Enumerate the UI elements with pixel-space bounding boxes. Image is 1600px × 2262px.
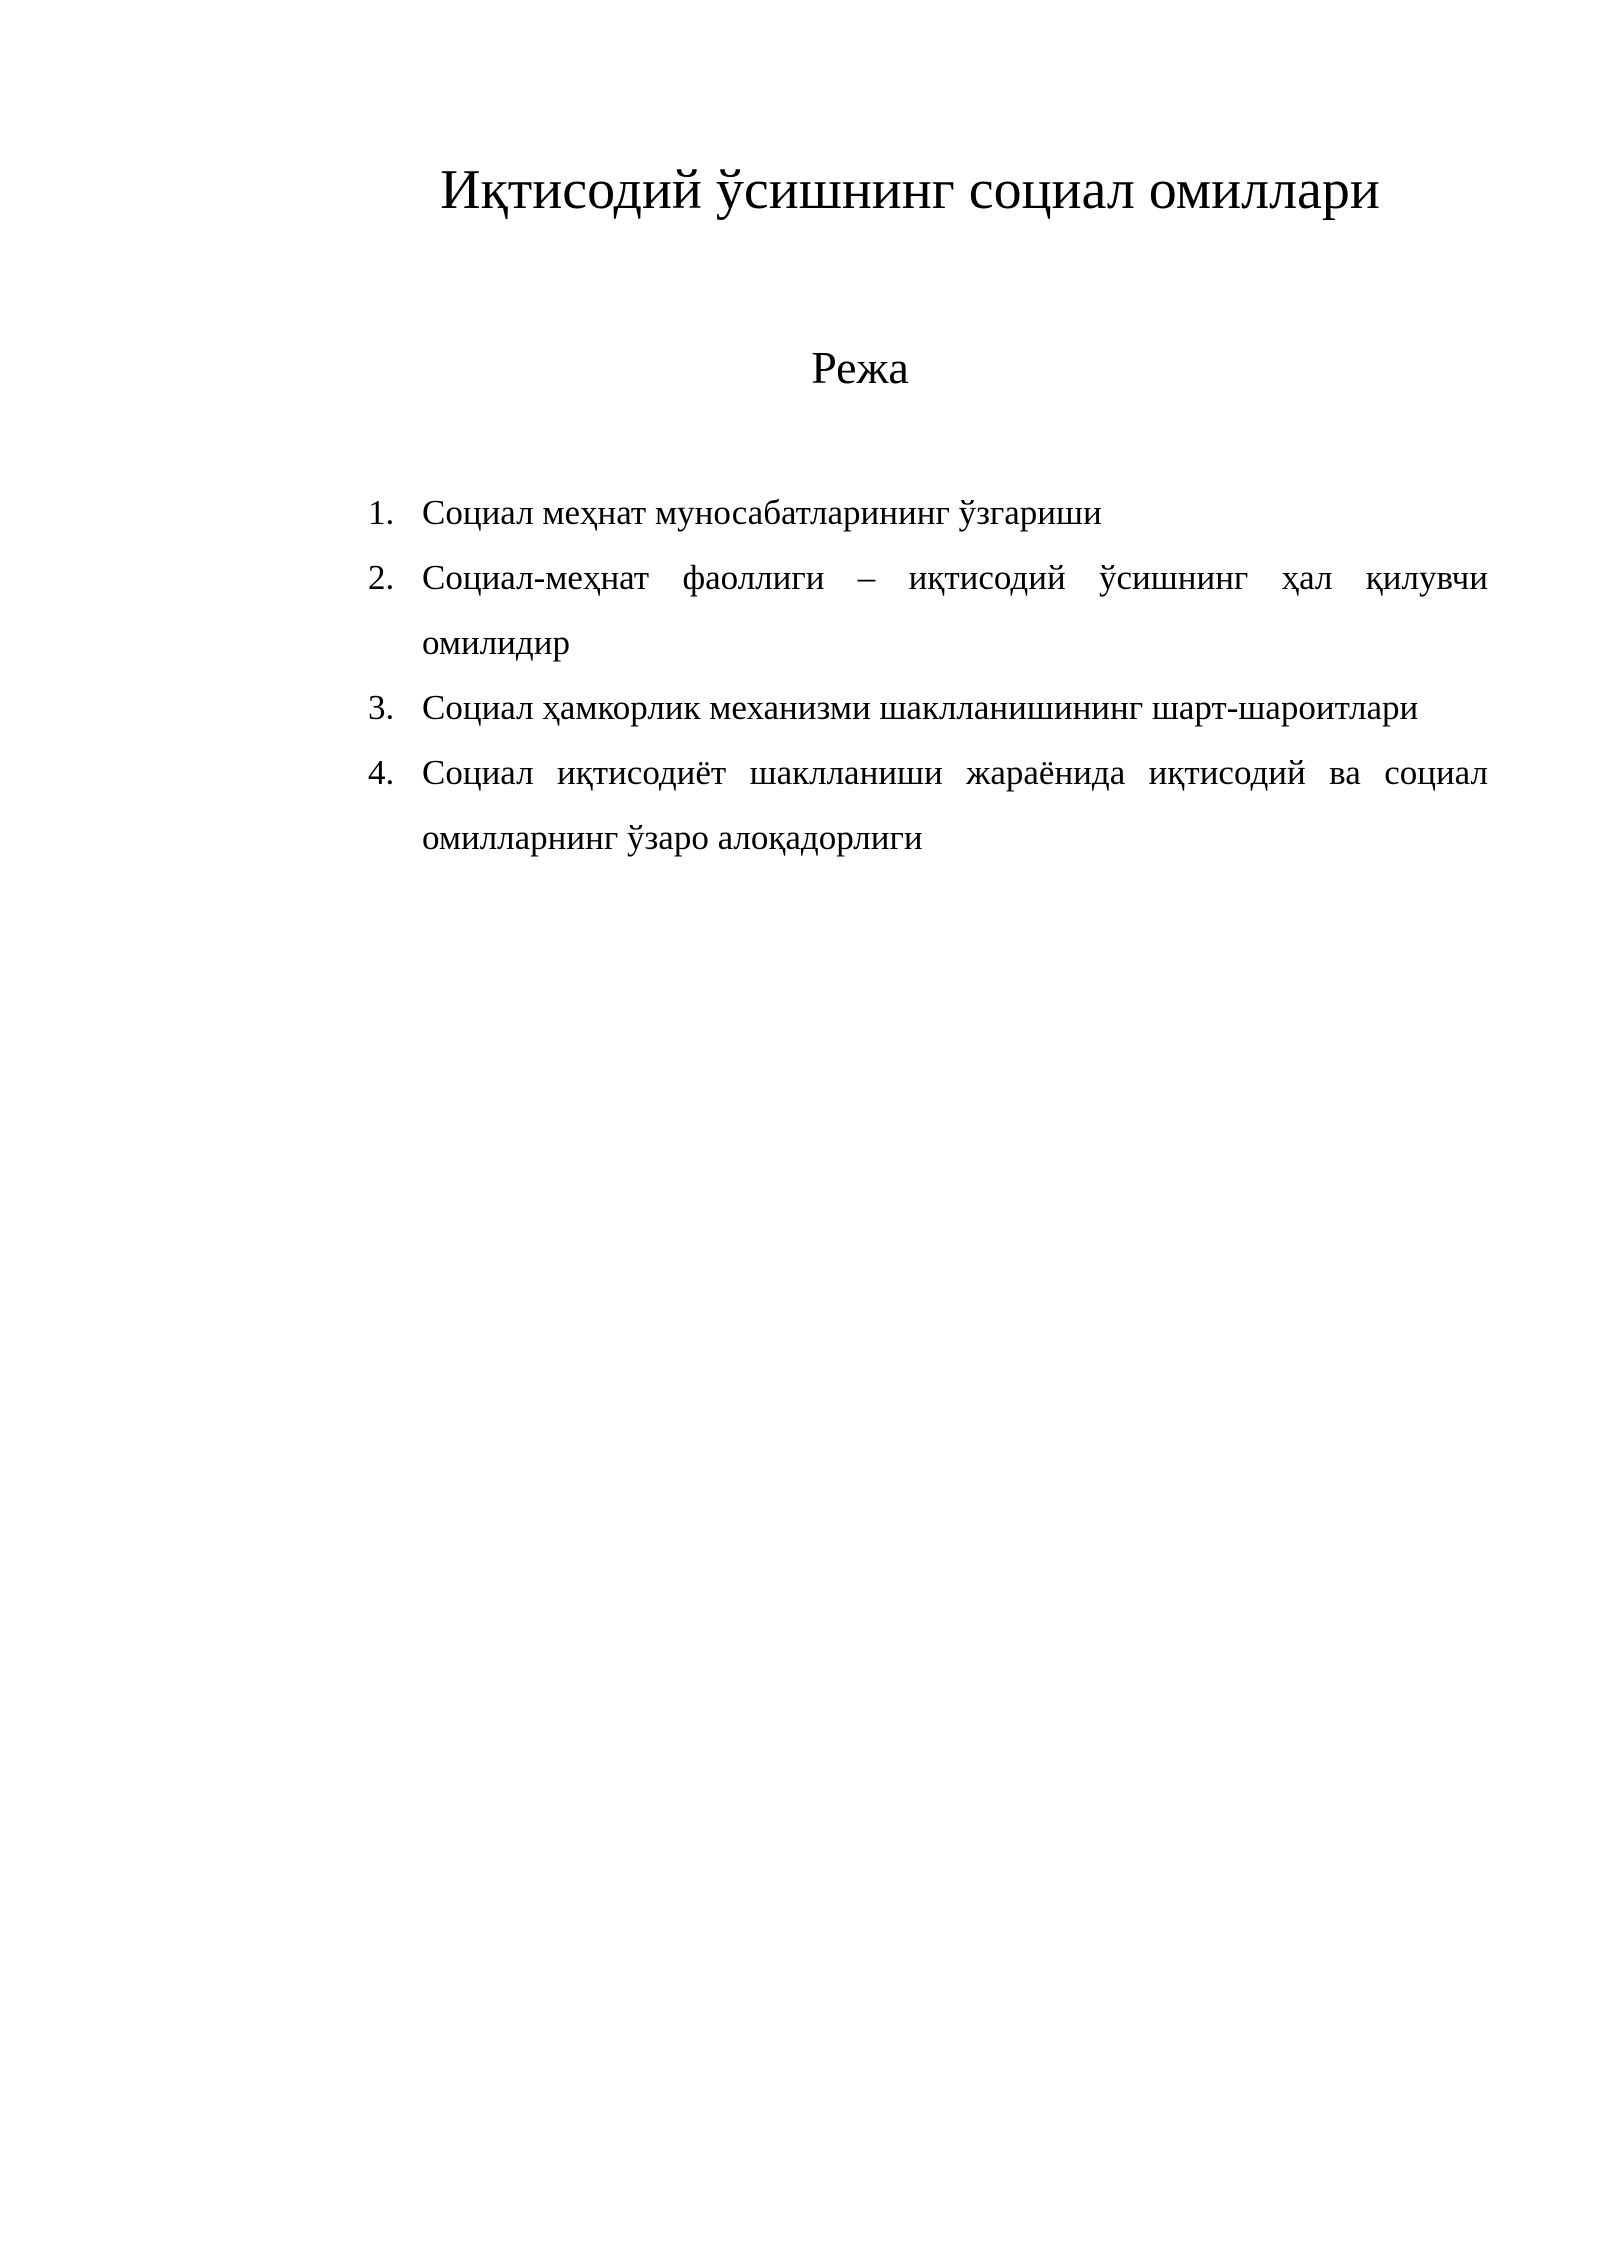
plan-item-text: Социал ҳамкорлик механизми шаклланишининг шарт-шароитлари bbox=[422, 688, 1419, 727]
plan-item-3 bbox=[368, 675, 1488, 740]
plan-list bbox=[368, 480, 1488, 870]
plan-item-number: 4. bbox=[368, 753, 395, 792]
plan-item-2 bbox=[368, 545, 1488, 675]
plan-item-1 bbox=[368, 480, 1488, 545]
plan-item-text: Социал иқтисодиёт шаклланиши жараёнида иқтисодий ва социал омилларнинг ўзаро алоқадорлиги bbox=[422, 753, 1488, 857]
document-title: Иқтисодий ўсишнинг социал омиллари bbox=[440, 159, 1380, 221]
plan-item-number: 1. bbox=[368, 493, 395, 532]
plan-item-number: 3. bbox=[368, 688, 395, 727]
plan-item-number: 2. bbox=[368, 558, 395, 597]
plan-heading: Режа bbox=[811, 342, 909, 393]
plan-item-4 bbox=[368, 740, 1488, 870]
plan-item-text: Социал-меҳнат фаоллиги – иқтисодий ўсишнинг ҳал қилувчи омилидир bbox=[422, 558, 1488, 662]
plan-item-text: Социал меҳнат муносабатларининг ўзгариши bbox=[422, 493, 1102, 532]
